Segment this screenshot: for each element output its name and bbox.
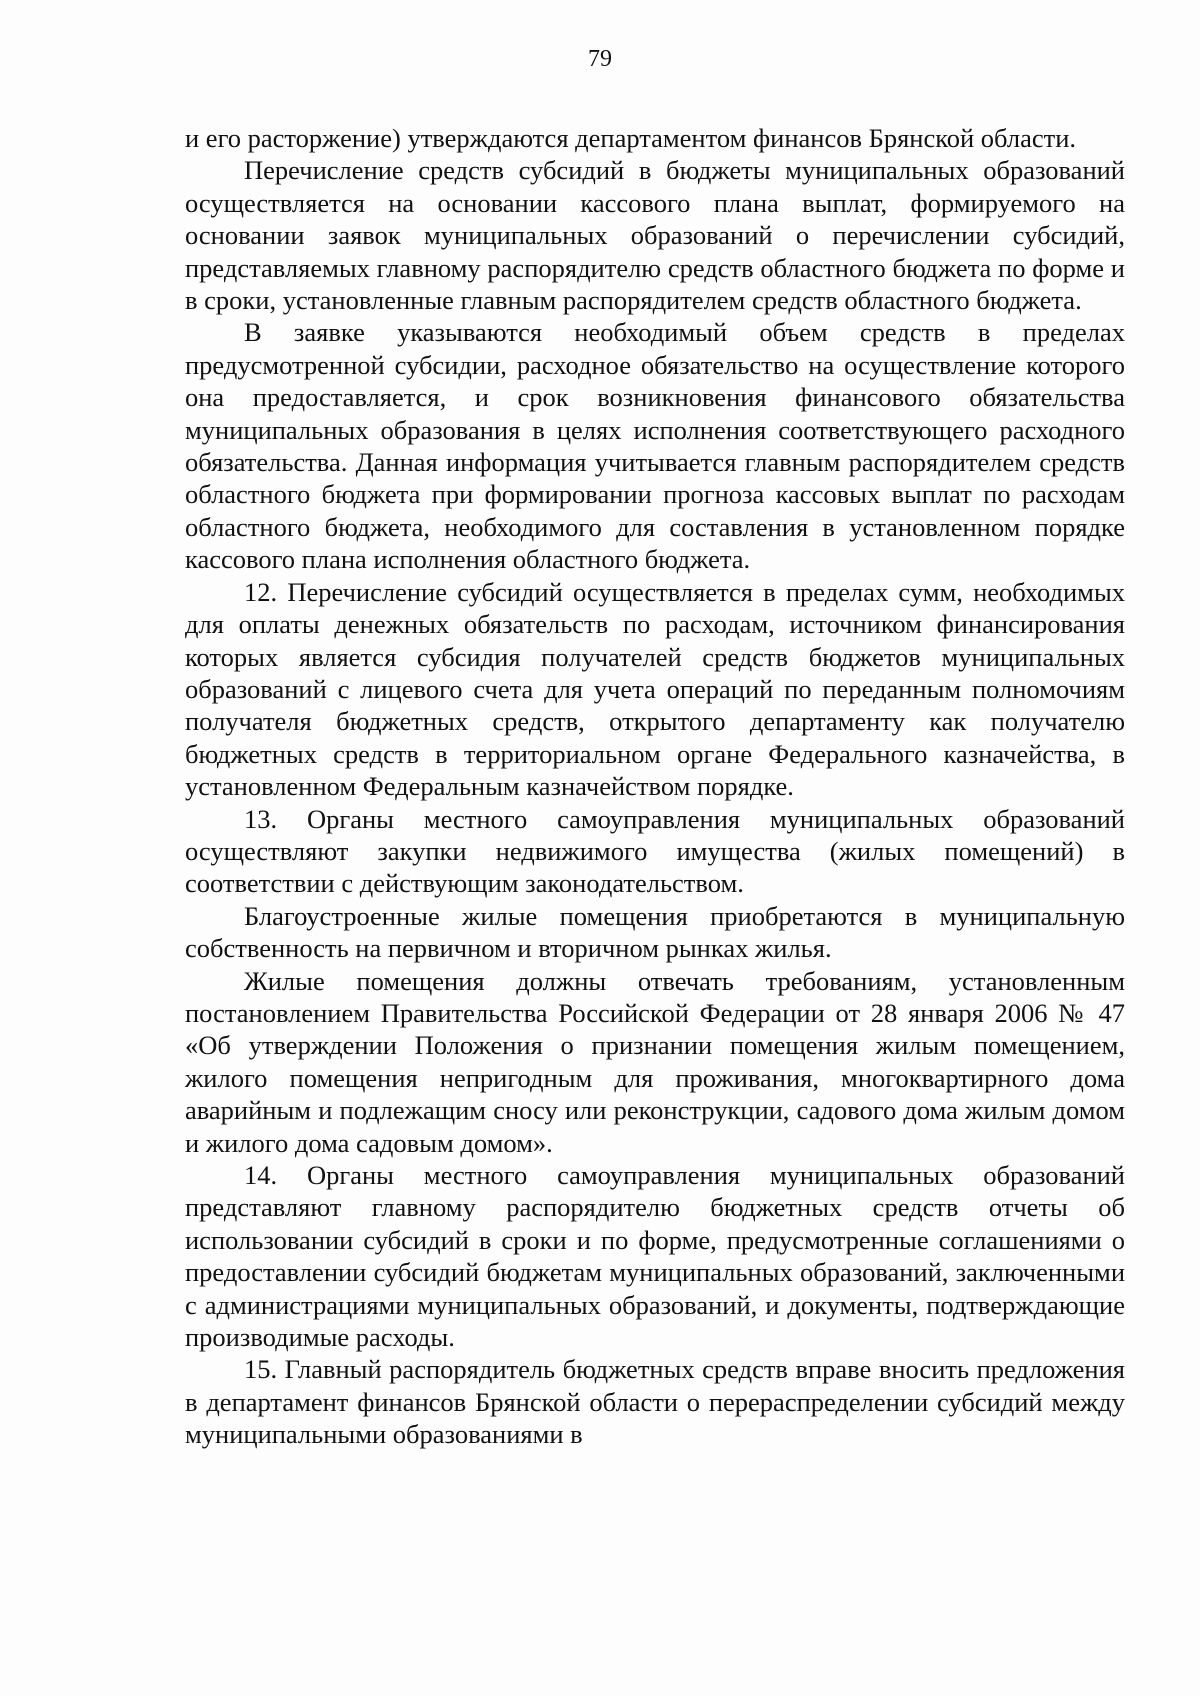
document-body — [185, 122, 1125, 1451]
paragraph-housing-acquisition: Благоустроенные жилые помещения приобретаются в муниципальную собственность на первичном и вторичном рынках жилья. — [185, 900, 1125, 964]
paragraph-item-13: 13. Органы местного самоуправления муниципальных образований осуществляют закупки недвижимого имущества (жилых помещений) в соответствии с действующим законодательством. — [185, 803, 1125, 899]
page-number: 79 — [588, 46, 612, 72]
paragraph-item-14: 14. Органы местного самоуправления муниципальных образований представляют главному распорядителю бюджетных средств отчеты об использовании субсидий в сроки и по форме, предусмотренные соглашениями о предоставлении субсидий бюджетам муниципальных образований, заключенными с администрациями муниципальных образований, и документы, подтверждающие производимые расходы. — [185, 1160, 1125, 1353]
paragraph-item-15: 15. Главный распорядитель бюджетных средств вправе вносить предложения в департамент финансов Брянской области о перераспределении субсидий между муниципальными образованиями в — [185, 1354, 1125, 1450]
paragraph-continuation: и его расторжение) утверждаются департаментом финансов Брянской области. — [185, 123, 1076, 153]
paragraph-application-contents: В заявке указываются необходимый объем средств в пределах предусмотренной субсидии, расходное обязательство на осуществление которого она предоставляется, и срок возникновения финансового обязательства муниципальных образования в целях исполнения соответствующего расходного обязательства. Данная информация учитывается главным распорядителем средств областного бюджета при формировании прогноза кассовых выплат по расходам областного бюджета, необходимого для составления в установленном порядке кассового плана исполнения областного бюджета. — [185, 317, 1125, 575]
paragraph-transfer-of-funds: Перечисление средств субсидий в бюджеты муниципальных образований осуществляется на основании кассового плана выплат, формируемого на основании заявок муниципальных образований о перечислении субсидий, представляемых главному распорядителю средств областного бюджета по форме и в сроки, установленные главным распорядителем средств областного бюджета. — [185, 155, 1125, 316]
paragraph-item-12: 12. Перечисление субсидий осуществляется в пределах сумм, необходимых для оплаты денежных обязательств по расходам, источником финансирования которых является субсидия получателей средств бюджетов муниципальных образований с лицевого счета для учета операций по переданным полномочиям получателя бюджетных средств, открытого департаменту как получателю бюджетных средств в территориальном органе Федерального казначейства, в установленном Федеральным казначейством порядке. — [185, 576, 1125, 802]
paragraph-housing-requirements: Жилые помещения должны отвечать требованиям, установленным постановлением Правительства Российской Федерации от 28 января 2006 № 47 «Об утверждении Положения о признании помещения жилым помещением, жилого помещения непригодным для проживания, многоквартирного дома аварийным и подлежащим сносу или реконструкции, садового дома жилым домом и жилого дома садовым домом». — [185, 965, 1125, 1158]
